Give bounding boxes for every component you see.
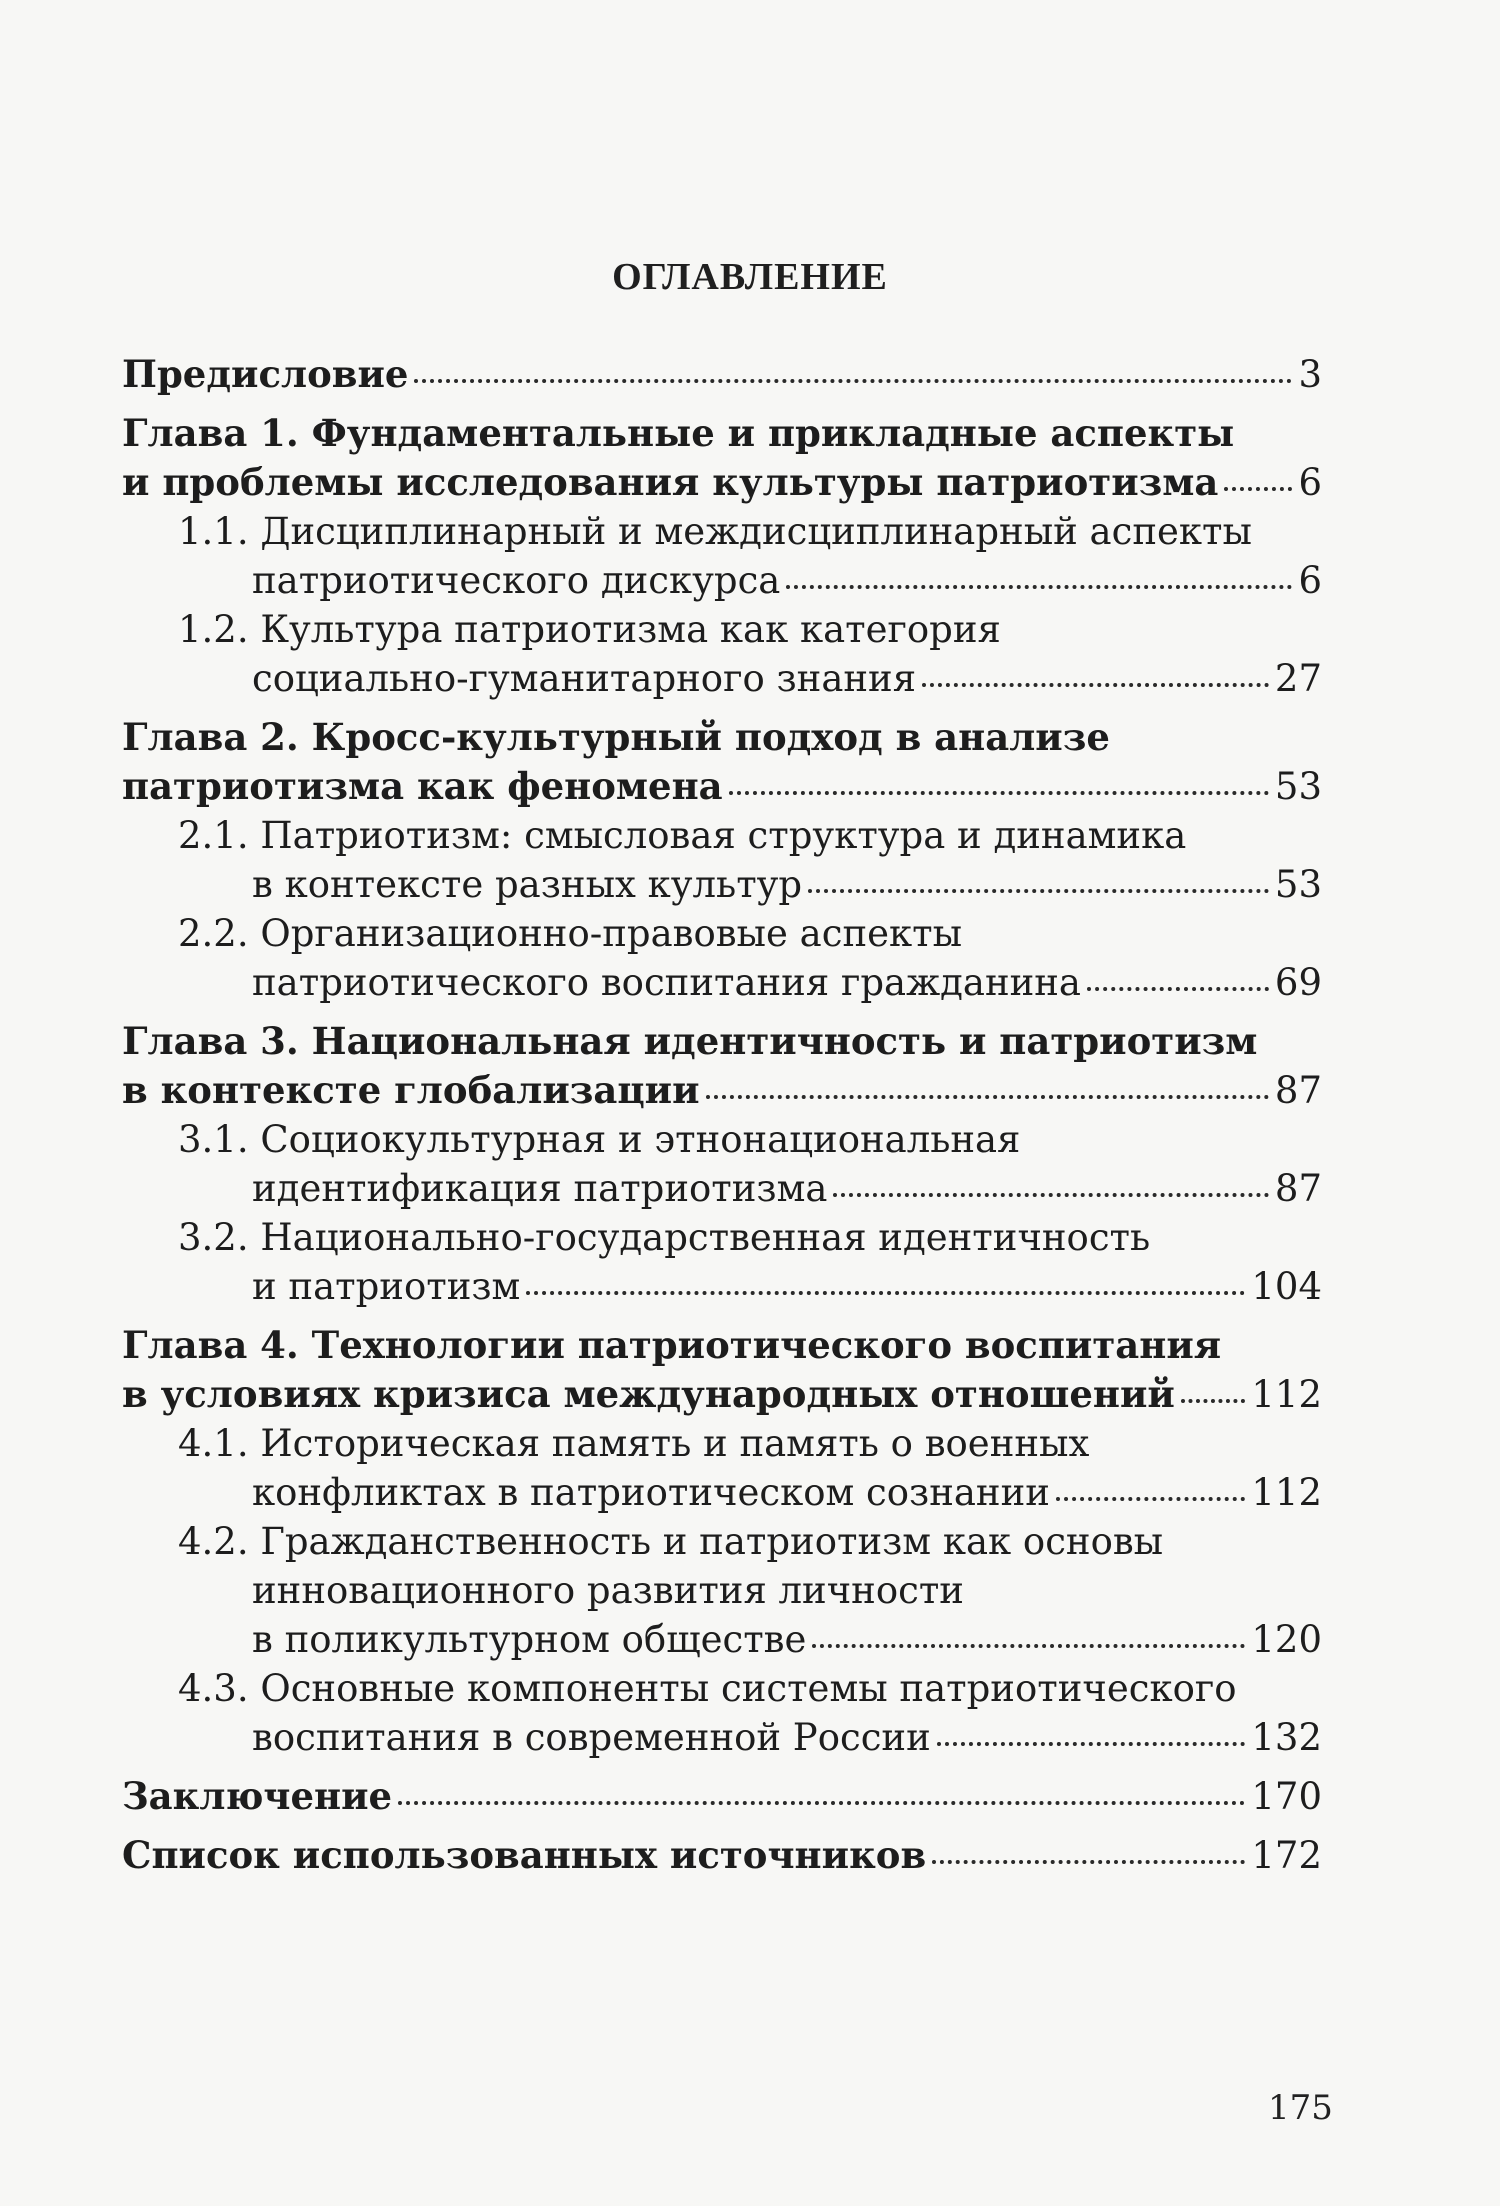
toc-chapter-entry: [122, 1017, 1322, 1115]
toc-entry-line: [178, 1262, 1322, 1311]
toc-entry-line: [178, 1419, 1322, 1468]
page-number: 175: [1268, 2088, 1333, 2128]
dot-leader: [786, 585, 1292, 589]
toc-entry-title: 2.1. Патриотизм: смысловая структура и динамика: [178, 814, 1187, 857]
toc-entry-page: 170: [1251, 1775, 1322, 1818]
toc-entry-title: в контексте разных культур: [252, 863, 803, 906]
toc-entry-line: [178, 605, 1322, 654]
toc-entry-line: [178, 1213, 1322, 1262]
toc-entry-title: Глава 1. Фундаментальные и прикладные аспекты: [122, 411, 1235, 455]
toc-entry-title: патриотизма как феномена: [122, 764, 723, 808]
toc-entry-page: 27: [1274, 657, 1322, 700]
dot-leader: [808, 889, 1269, 893]
dot-leader: [922, 683, 1269, 687]
toc-entry-line: [178, 1468, 1322, 1517]
toc-entry-page: 104: [1251, 1265, 1322, 1308]
toc-entry-line: [178, 1164, 1322, 1213]
toc-entry-title: 1.2. Культура патриотизма как категория: [178, 608, 1001, 651]
toc-entry-page: 120: [1251, 1618, 1322, 1661]
toc-entry-title: 3.2. Национально-государственная идентичность: [178, 1216, 1151, 1259]
toc-entry-title: 3.1. Социокультурная и этнонациональная: [178, 1118, 1021, 1161]
toc-section-entry: [122, 1517, 1322, 1664]
toc-entry-page: 87: [1274, 1069, 1322, 1112]
toc-entry-page: 112: [1251, 1471, 1322, 1514]
toc-entry-line: [178, 556, 1322, 605]
toc-section-entry: [122, 1213, 1322, 1311]
toc-chapter-entry: [122, 1772, 1322, 1821]
dot-leader: [1224, 487, 1292, 491]
toc-entry-line: [178, 1713, 1322, 1762]
toc-section-entry: [122, 811, 1322, 909]
toc-entry-title: Глава 3. Национальная идентичность и патриотизм: [122, 1019, 1258, 1063]
toc-section-entry: [122, 1419, 1322, 1517]
toc-entry-title: 1.1. Дисциплинарный и междисциплинарный аспекты: [178, 510, 1252, 553]
toc-entry-line: [178, 1566, 1322, 1615]
toc-entry-line: [122, 1066, 1322, 1115]
dot-leader: [729, 791, 1269, 795]
toc-chapter-entry: [122, 1321, 1322, 1419]
toc-chapter-entry: [122, 1831, 1322, 1880]
toc-section-entry: [122, 1115, 1322, 1213]
toc-entry-line: [178, 909, 1322, 958]
dot-leader: [937, 1742, 1246, 1746]
toc-entry-title: и патриотизм: [252, 1265, 521, 1308]
toc-entry-line: [122, 1772, 1322, 1821]
toc-entry-page: 87: [1274, 1167, 1322, 1210]
toc-entry-title: Глава 4. Технологии патриотического воспитания: [122, 1323, 1222, 1367]
toc-entry-title: и проблемы исследования культуры патриотизма: [122, 460, 1219, 504]
toc-section-entry: [122, 605, 1322, 703]
toc-chapter-entry: [122, 409, 1322, 507]
toc-title: ОГЛАВЛЕНИЕ: [612, 256, 888, 298]
toc-entry-line: [122, 409, 1322, 458]
dot-leader: [706, 1095, 1269, 1099]
toc-entry-title: патриотического дискурса: [252, 559, 781, 602]
toc-entry-title: в условиях кризиса международных отношений: [122, 1372, 1175, 1416]
toc-entry-line: [178, 860, 1322, 909]
toc-entry-line: [122, 1321, 1322, 1370]
toc-entry-page: 3: [1298, 353, 1322, 396]
toc-section-entry: [122, 909, 1322, 1007]
dot-leader: [812, 1644, 1245, 1648]
toc-entry-page: 6: [1298, 559, 1322, 602]
dot-leader: [1087, 987, 1269, 991]
toc-entry-title: Предисловие: [122, 352, 409, 396]
toc-entry-line: [122, 1831, 1322, 1880]
toc-entry-title: социально-гуманитарного знания: [252, 657, 917, 700]
toc-entry-page: 53: [1274, 765, 1322, 808]
dot-leader: [833, 1193, 1268, 1197]
toc-entry-title: в поликультурном обществе: [252, 1618, 807, 1661]
toc-entry-line: [122, 350, 1322, 399]
dot-leader: [1056, 1497, 1245, 1501]
toc-entry-page: 69: [1274, 961, 1322, 1004]
toc-entry-line: [178, 507, 1322, 556]
toc-entry-title: 4.2. Гражданственность и патриотизм как основы: [178, 1520, 1164, 1563]
toc-entry-line: [178, 1664, 1322, 1713]
toc-entry-line: [178, 1615, 1322, 1664]
toc-entry-title: воспитания в современной России: [252, 1716, 931, 1759]
dot-leader: [414, 379, 1292, 383]
dot-leader: [1181, 1399, 1246, 1403]
toc-entry-line: [122, 1370, 1322, 1419]
toc-entry-line: [122, 458, 1322, 507]
dot-leader: [398, 1801, 1245, 1805]
toc-entry-title: инновационного развития личности: [252, 1569, 964, 1612]
toc-section-entry: [122, 507, 1322, 605]
toc-entry-page: 112: [1251, 1373, 1322, 1416]
toc-entry-page: 132: [1251, 1716, 1322, 1759]
toc-entry-page: 53: [1274, 863, 1322, 906]
toc-entry-title: патриотического воспитания гражданина: [252, 961, 1081, 1004]
toc-entry-title: в контексте глобализации: [122, 1068, 700, 1112]
toc-entry-line: [178, 654, 1322, 703]
toc-entry-line: [178, 811, 1322, 860]
toc-entry-title: 2.2. Организационно-правовые аспекты: [178, 912, 963, 955]
toc-entry-line: [122, 713, 1322, 762]
toc-chapter-entry: [122, 350, 1322, 399]
toc-entry-title: идентификация патриотизма: [252, 1167, 828, 1210]
toc-entry-line: [122, 1017, 1322, 1066]
dot-leader: [526, 1291, 1245, 1295]
toc-entry-title: конфликтах в патриотическом сознании: [252, 1471, 1050, 1514]
toc-entry-page: 172: [1251, 1834, 1322, 1877]
toc-entry-title: 4.1. Историческая память и память о военных: [178, 1422, 1090, 1465]
toc-entry-title: Заключение: [122, 1774, 393, 1818]
toc-entry-title: 4.3. Основные компоненты системы патриотического: [178, 1667, 1237, 1710]
dot-leader: [932, 1860, 1245, 1864]
toc-entry-page: 6: [1298, 461, 1322, 504]
toc-entry-title: Список использованных источников: [122, 1833, 927, 1877]
table-of-contents: [122, 350, 1322, 1880]
toc-chapter-entry: [122, 713, 1322, 811]
toc-entry-title: Глава 2. Кросс-культурный подход в анализе: [122, 715, 1110, 759]
toc-entry-line: [178, 1115, 1322, 1164]
toc-entry-line: [178, 1517, 1322, 1566]
toc-entry-line: [122, 762, 1322, 811]
toc-entry-line: [178, 958, 1322, 1007]
toc-section-entry: [122, 1664, 1322, 1762]
